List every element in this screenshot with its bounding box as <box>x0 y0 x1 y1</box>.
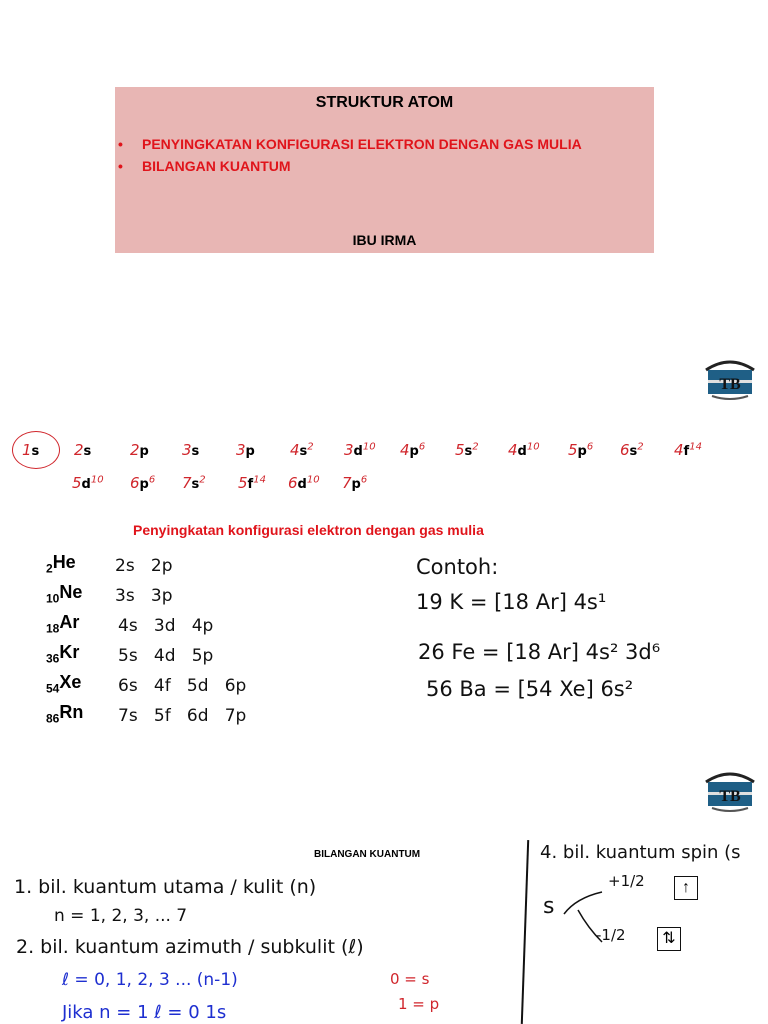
quantum-item: 2. bil. kuantum azimuth / subkulit (ℓ) <box>16 936 364 958</box>
orbital-label: 3s <box>182 441 200 459</box>
noble-gas-symbol: $_{86}$Rn <box>46 702 84 726</box>
example-line: 19 K = [18 Ar] 4s¹ <box>416 590 607 614</box>
spin-minus: -1/2 <box>596 926 626 944</box>
spin-plus: +1/2 <box>608 872 645 890</box>
orbital-label: $5f^{14}$ <box>238 474 266 492</box>
orbital-label: $4p^6$ <box>400 441 426 459</box>
orbital-label: $5p^6$ <box>568 441 594 459</box>
divider-line <box>521 840 529 1024</box>
orbital-label: $6d^{10}$ <box>288 474 320 492</box>
topic-item: • PENYINGKATAN KONFIGURASI ELEKTRON DENGAN GAS MULIA <box>115 133 582 155</box>
logo-letters: TB <box>719 376 741 393</box>
subshell-map: 0 = s <box>390 970 430 988</box>
example-line: 56 Ba = [54 Xe] 6s² <box>426 677 634 701</box>
orbital-label: $6s^2$ <box>620 441 644 459</box>
spin-title: 4. bil. kuantum spin (s <box>540 842 741 863</box>
noble-gas-next-subshells: 2s 2p <box>115 556 173 576</box>
author-name: IBU IRMA <box>352 232 417 248</box>
slide-title: STRUKTUR ATOM <box>315 94 454 111</box>
orbital-label: 3p <box>236 441 255 459</box>
orbital-label: $4d^{10}$ <box>508 441 540 459</box>
orbital-label: 2p <box>130 441 149 459</box>
example-line: 26 Fe = [18 Ar] 4s² 3d⁶ <box>418 640 661 664</box>
school-logo <box>702 356 758 400</box>
topic-list <box>115 133 582 177</box>
subshell-map: 1 = p <box>398 995 440 1013</box>
orbital-label: $7p^6$ <box>342 474 368 492</box>
orbital-label: $6p^6$ <box>130 474 156 492</box>
noble-gas-next-subshells: 6s 4f 5d 6p <box>118 676 247 696</box>
noble-gas-next-subshells: 4s 3d 4p <box>118 616 214 636</box>
spin-down-box: ⇅ <box>657 927 681 951</box>
logo-letters: TB <box>719 788 741 805</box>
school-logo <box>702 768 758 812</box>
noble-gas-heading: Penyingkatan konfigurasi elektron dengan gas mulia <box>133 522 484 538</box>
noble-gas-symbol: $_{54}$Xe <box>46 672 82 696</box>
noble-gas-next-subshells: 3s 3p <box>115 586 173 606</box>
orbital-label: $5s^2$ <box>455 441 479 459</box>
example-heading: Contoh: <box>416 555 499 579</box>
quantum-item: n = 1, 2, 3, ... 7 <box>54 906 188 926</box>
orbital-label: $4s^2$ <box>290 441 314 459</box>
orbital-label: $7s^2$ <box>182 474 206 492</box>
orbital-label: 2s <box>74 441 92 459</box>
title-card <box>115 87 654 253</box>
noble-gas-symbol: $_{10}$Ne <box>46 582 83 606</box>
noble-gas-next-subshells: 5s 4d 5p <box>118 646 214 666</box>
topic-item: • BILANGAN KUANTUM <box>115 155 582 177</box>
spin-symbol: s <box>543 894 555 919</box>
quantum-item: ℓ = 0, 1, 2, 3 ... (n-1) <box>62 970 238 990</box>
orbital-label: $5d^{10}$ <box>72 474 104 492</box>
noble-gas-symbol: $_{18}$Ar <box>46 612 80 636</box>
noble-gas-symbol: $_2$He <box>46 552 76 576</box>
orbital-label: $3d^{10}$ <box>344 441 376 459</box>
orbital-label: $4f^{14}$ <box>674 441 702 459</box>
spin-up-box: ↑ <box>674 876 698 900</box>
noble-gas-symbol: $_{36}$Kr <box>46 642 80 666</box>
quantum-heading: BILANGAN KUANTUM <box>314 849 421 860</box>
orbital-label: 1s <box>22 441 40 459</box>
quantum-item: 1. bil. kuantum utama / kulit (n) <box>14 876 317 898</box>
noble-gas-next-subshells: 7s 5f 6d 7p <box>118 706 247 726</box>
quantum-item: Jika n = 1 ℓ = 0 1s <box>62 1002 227 1023</box>
